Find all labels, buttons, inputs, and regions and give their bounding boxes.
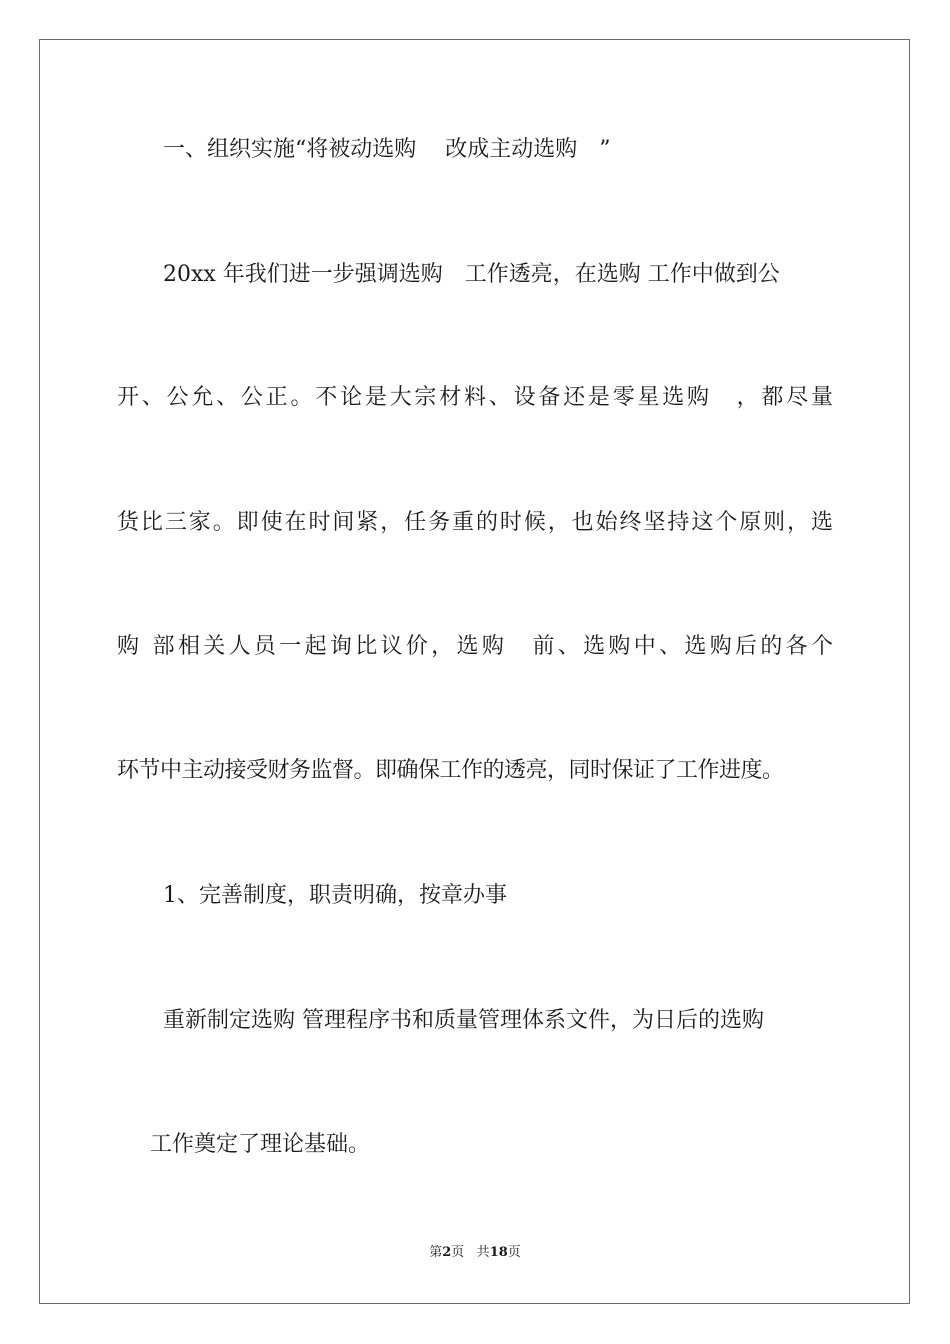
paragraph-line: 购 部相关人员一起询比议价，选购 前、选购中、选购后的各个 <box>117 634 833 659</box>
paragraph-line: 20xx 年我们进一步强调选购 工作透亮，在选购 工作中做到公 <box>163 262 780 287</box>
paragraph-line: 工作奠定了理论基础。 <box>150 1132 371 1157</box>
footer-total-prefix: 共 <box>476 1245 490 1260</box>
footer-page-prefix: 第 <box>429 1245 443 1260</box>
page-border <box>39 39 910 1304</box>
subsection-heading: 1、完善制度，职责明确，按章办事 <box>163 883 507 908</box>
page-footer <box>0 1244 950 1262</box>
footer-page-number: 2 <box>442 1245 452 1260</box>
paragraph-line: 货比三家。即使在时间紧，任务重的时候，也始终坚持这个原则，选 <box>117 510 833 535</box>
footer-page-suffix: 页 <box>451 1245 465 1260</box>
paragraph-line: 开、公允、公正。不论是大宗材料、设备还是零星选购 ，都尽量 <box>117 385 833 410</box>
paragraph-line: 环节中主动接受财务监督。即确保工作的透亮，同时保证了工作进度。 <box>117 758 784 783</box>
footer-total-suffix: 页 <box>507 1245 521 1260</box>
paragraph-line: 重新制定选购 管理程序书和质量管理体系文件，为日后的选购 <box>163 1008 764 1033</box>
footer-total-pages: 18 <box>489 1245 508 1260</box>
section-heading: 一、组织实施“将被动选购 改成主动选购 ” <box>163 137 611 162</box>
